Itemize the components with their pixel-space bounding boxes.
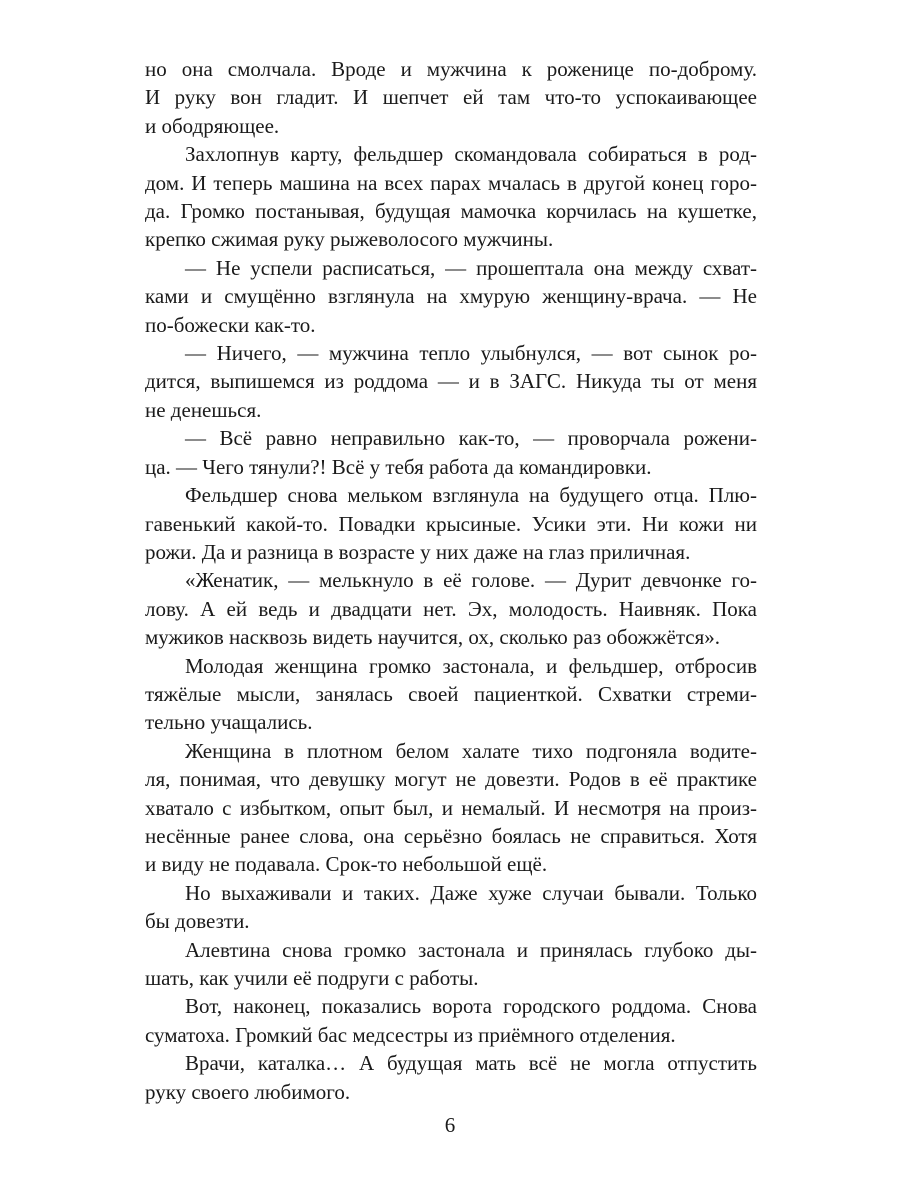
text-line: Молодая женщина громко застонала, и фельдшер, отбросив (185, 653, 757, 678)
text-line: но она смолчала. Вроде и мужчина к роженице по-доброму. (145, 57, 757, 81)
text-line: и виду не подавала. Срок-то небольшой ещё. (145, 852, 548, 877)
paragraph (145, 566, 757, 651)
text-line: Врачи, каталка… А будущая мать всё не могла отпустить (185, 1051, 757, 1076)
text-line: рожи. Да и разница в возрасте у них даже на глаз приличная. (145, 539, 691, 564)
text-line: бы довезти. (145, 909, 250, 934)
text-line: «Женатик, — мелькнуло в её голове. — Дурит девчонке го- (185, 568, 757, 593)
paragraph (145, 339, 757, 424)
text-line: дом. И теперь машина на всех парах мчалась в другой конец горо- (145, 170, 757, 195)
text-line: Женщина в плотном белом халате тихо подгоняла водите- (185, 738, 757, 763)
text-line: шать, как учили её подруги с работы. (145, 966, 479, 990)
text-line: ца. — Чего тянули?! Всё у тебя работа да командировки. (145, 454, 652, 479)
paragraph (145, 140, 757, 254)
paragraph (145, 652, 757, 737)
text-line: — Не успели расписаться, — прошептала она между схват- (185, 255, 757, 280)
text-line: не денешься. (145, 397, 262, 422)
paragraph (145, 55, 757, 140)
text-line: хватало с избытком, опыт был, и немалый. И несмотря на произ- (145, 795, 757, 820)
page-number: 6 (444, 1113, 456, 1137)
page-body (145, 55, 757, 1155)
text-line: крепко сжимая руку рыжеволосого мужчины. (145, 227, 554, 252)
paragraph (145, 992, 757, 1049)
paragraph (145, 879, 757, 936)
text-line: тельно учащались. (145, 710, 313, 735)
text-line: руку своего любимого. (145, 1079, 351, 1104)
text-line: и ободряющее. (145, 113, 280, 138)
text-line: по-божески как-то. (145, 312, 316, 337)
text-line: дится, выпишемся из роддома — и в ЗАГС. Никуда ты от меня (145, 369, 757, 394)
paragraph (145, 481, 757, 566)
text-line: Алевтина снова громко застонала и принялась глубоко ды- (185, 937, 757, 962)
paragraph (145, 424, 757, 481)
text-block (145, 55, 757, 1106)
paragraph (145, 254, 757, 339)
text-line: Вот, наконец, показались ворота городского роддома. Снова (185, 994, 757, 1019)
text-line: несённые ранее слова, она серьёзно боялась не справиться. Хотя (145, 823, 757, 848)
text-line: Но выхаживали и таких. Даже хуже случаи бывали. Только (185, 880, 757, 905)
paragraph (145, 737, 757, 879)
text-line: ками и смущённо взглянула на хмурую женщину-врача. — Не (145, 284, 757, 309)
text-line: — Всё равно неправильно как-то, — проворчала рожени- (185, 426, 757, 451)
text-line: суматоха. Громкий бас медсестры из приёмного отделения. (145, 1022, 676, 1047)
text-line: тяжёлые мысли, занялась своей пациенткой. Схватки стреми- (145, 681, 757, 706)
text-line: гавенький какой-то. Повадки крысиные. Усики эти. Ни кожи ни (145, 511, 757, 536)
text-line: лову. А ей ведь и двадцати нет. Эх, молодость. Наивняк. Пока (145, 596, 757, 621)
text-line: И руку вон гладит. И шепчет ей там что-то успокаивающее (145, 85, 757, 110)
text-line: Захлопнув карту, фельдшер скомандовала собираться в род- (185, 142, 757, 167)
text-line: да. Громко постанывая, будущая мамочка корчилась на кушетке, (145, 199, 757, 224)
text-line: Фельдшер снова мельком взглянула на будущего отца. Плю- (185, 483, 757, 508)
paragraph (145, 1049, 757, 1106)
text-line: — Ничего, — мужчина тепло улыбнулся, — вот сынок ро- (185, 341, 757, 366)
paragraph (145, 936, 757, 993)
text-line: ля, понимая, что девушку могут не довезти. Родов в её практике (145, 767, 757, 792)
text-line: мужиков насквозь видеть научится, ох, сколько раз обожжётся». (145, 625, 721, 650)
